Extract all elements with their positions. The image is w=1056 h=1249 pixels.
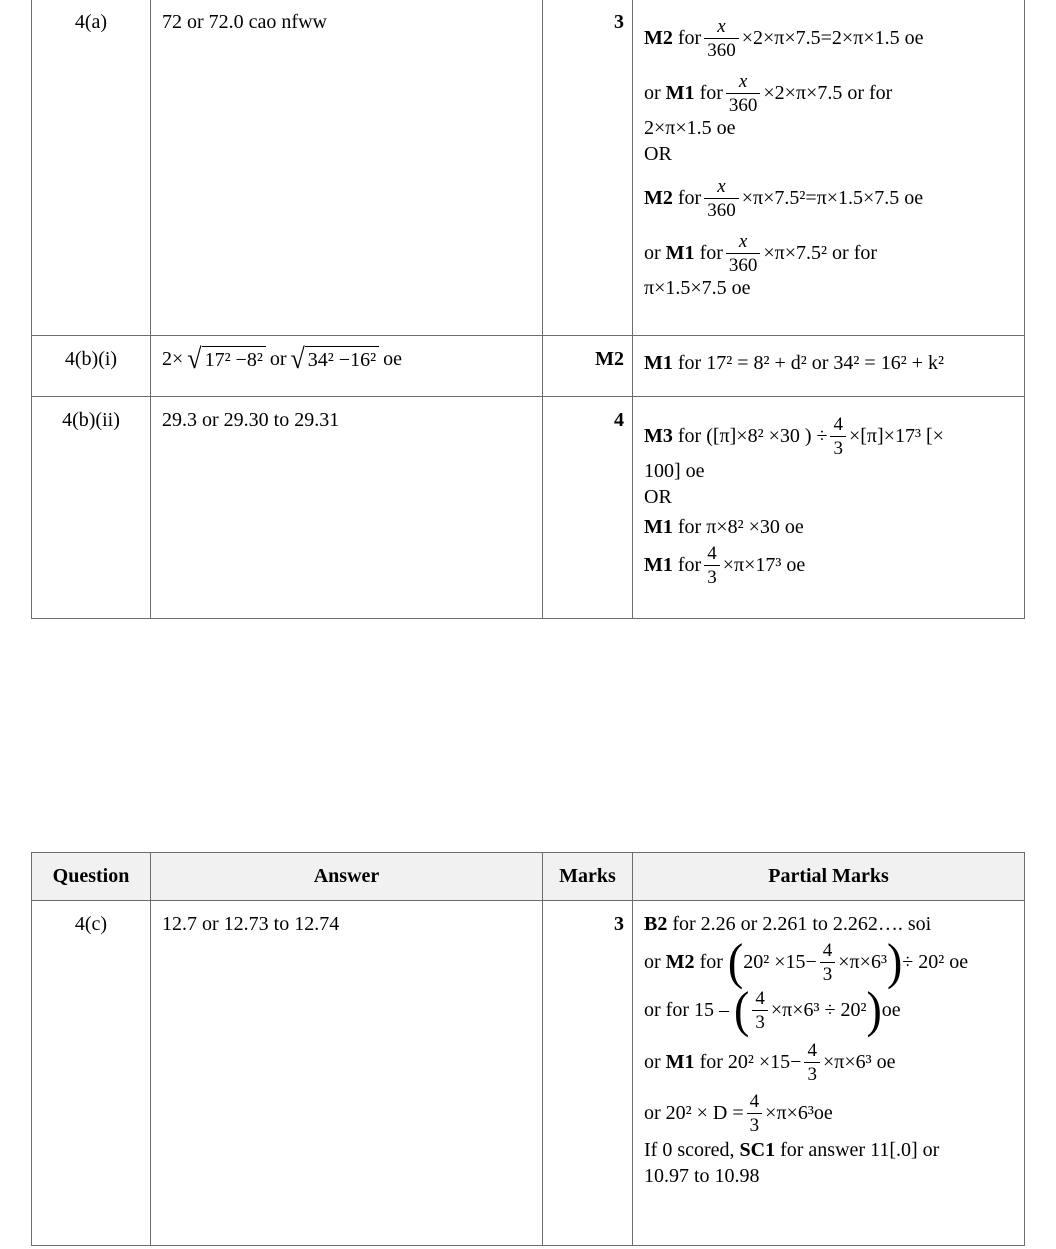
partial-line: or M1 for $\frac{x}{360}$ ×π×7.5² or for <box>644 231 878 276</box>
partial-line: π×1.5×7.5 oe <box>644 276 751 299</box>
fraction: $\frac{x}{360}$ <box>726 232 761 275</box>
square-root: √ 17² −8² <box>187 346 266 372</box>
marking-table-part2 <box>31 852 1025 1246</box>
table-row <box>32 0 1025 336</box>
table-row <box>32 901 1025 1246</box>
fraction: $\frac{4}{3}$ <box>704 544 720 587</box>
partial-line: or M1 for $\frac{x}{360}$ ×2×π×7.5 or for <box>644 71 893 116</box>
header-marks: Marks <box>543 853 633 901</box>
marks-cell: 3 <box>543 0 633 336</box>
marks-cell: 4 <box>543 397 633 619</box>
fraction: $\frac{x}{360}$ <box>726 72 761 115</box>
fraction: $\frac{4}{3}$ <box>830 415 846 458</box>
header-answer: Answer <box>151 853 543 901</box>
partial-line: If 0 scored, SC1 for answer 11[.0] or <box>644 1138 940 1161</box>
fraction: $\frac{x}{360}$ <box>704 177 739 220</box>
table-row <box>32 397 1025 619</box>
answer-cell: 2× √ 17² −8² or √ 34² −16² oe <box>151 336 543 397</box>
header-row <box>32 853 1025 901</box>
partial-line: M1 for $\frac{4}{3}$ ×π×17³ oe <box>644 543 806 588</box>
question-cell: 4(a) <box>32 0 151 336</box>
marking-table-part1 <box>31 0 1025 619</box>
fraction: $\frac{x}{360}$ <box>704 17 739 60</box>
partial-line: or M1 for 20² ×15− $\frac{4}{3}$ ×π×6³ oe <box>644 1040 896 1085</box>
header-question: Question <box>32 853 151 901</box>
partial-line: 10.97 to 10.98 <box>644 1164 760 1187</box>
question-cell: 4(b)(i) <box>32 336 151 397</box>
fraction: $\frac{4}{3}$ <box>752 989 768 1032</box>
partial-line: B2 for 2.26 or 2.261 to 2.262…. soi <box>644 912 932 935</box>
answer-cell: 72 or 72.0 cao nfww <box>151 0 543 336</box>
partial-line: or M2 for ( 20² ×15− $\frac{4}{3}$ ×π×6³ ) ÷ 20² oe <box>644 933 969 990</box>
fraction: $\frac{4}{3}$ <box>820 941 836 984</box>
partial-line: M3 for ([π]×8² ×30 ) ÷ $\frac{4}{3}$ ×[π]×17³ [× <box>644 414 944 459</box>
marks-cell: 3 <box>543 901 633 1246</box>
partial-line: or for 15 – ( $\frac{4}{3}$ ×π×6³ ÷ 20² ) oe <box>644 981 901 1038</box>
fraction: $\frac{4}{3}$ <box>747 1092 763 1135</box>
header-partial-marks: Partial Marks <box>633 853 1025 901</box>
partial-marks-cell <box>633 0 1025 336</box>
partial-line: M2 for $\frac{x}{360}$ ×π×7.5²=π×1.5×7.5 oe <box>644 176 924 221</box>
partial-line: 100] oe <box>644 459 705 482</box>
square-root: √ 34² −16² <box>291 346 380 372</box>
partial-marks-cell <box>633 901 1025 1246</box>
question-cell: 4(c) <box>32 901 151 1246</box>
partial-line: OR <box>644 142 672 165</box>
partial-line: M1 for π×8² ×30 oe <box>644 515 804 538</box>
question-cell: 4(b)(ii) <box>32 397 151 619</box>
partial-line: M2 for $\frac{x}{360}$ ×2×π×7.5=2×π×1.5 oe <box>644 16 924 61</box>
answer-cell: 29.3 or 29.30 to 29.31 <box>151 397 543 619</box>
fraction: $\frac{4}{3}$ <box>804 1041 820 1084</box>
table-row <box>32 336 1025 397</box>
marks-cell: M2 <box>543 336 633 397</box>
partial-marks-cell: M1 for 17² = 8² + d² or 34² = 16² + k² <box>633 336 1025 397</box>
partial-line: OR <box>644 485 672 508</box>
partial-marks-cell <box>633 397 1025 619</box>
partial-line: 2×π×1.5 oe <box>644 116 736 139</box>
partial-line: or 20² × D = $\frac{4}{3}$ ×π×6³oe <box>644 1091 833 1136</box>
answer-cell: 12.7 or 12.73 to 12.74 <box>151 901 543 1246</box>
